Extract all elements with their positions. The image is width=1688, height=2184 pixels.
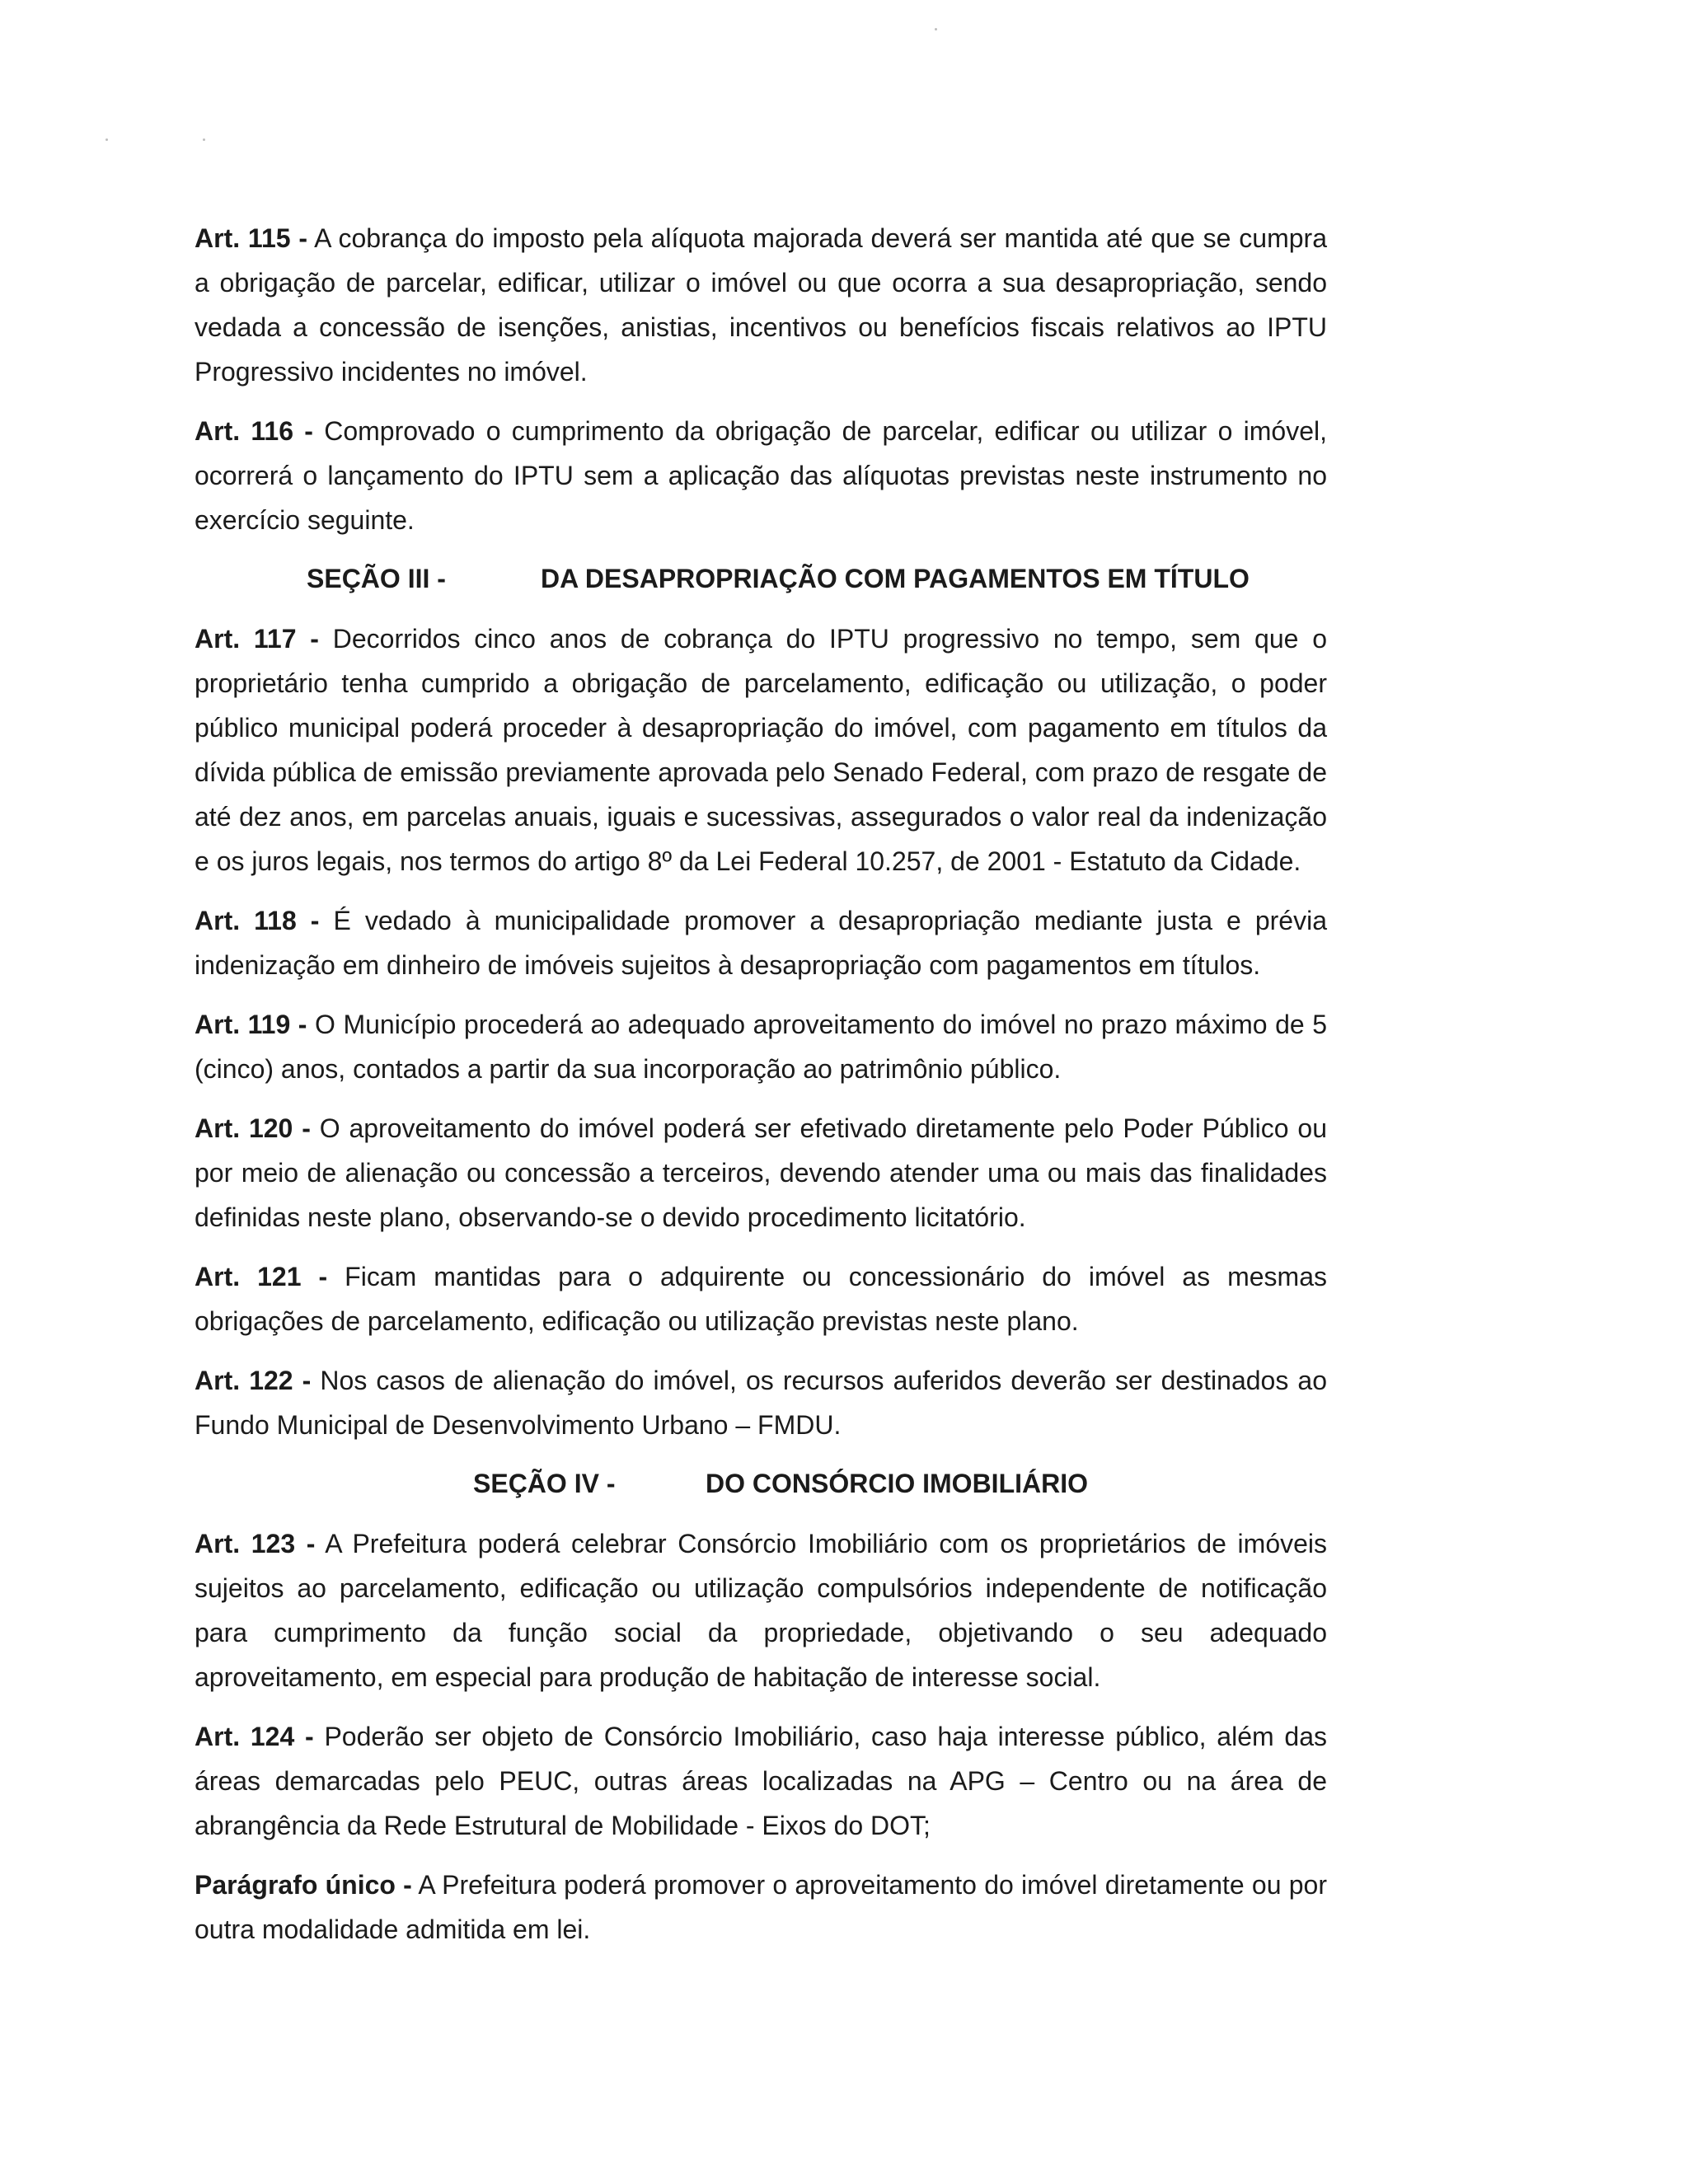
- section-heading-iv: [195, 1462, 1327, 1507]
- section-label: SEÇÃO IV -: [473, 1469, 616, 1498]
- article-number: Art. 121 -: [195, 1262, 328, 1291]
- scan-speck: [935, 28, 937, 30]
- article-122: [195, 1358, 1327, 1447]
- article-text: O aproveitamento do imóvel poderá ser efetivado diretamente pelo Poder Público ou por meio de alienação ou concessão a terceiros, devendo atender uma ou mais das finalidades definidas neste plano, observando-se o devido procedimento licitatório.: [195, 1113, 1328, 1232]
- article-number: Art. 118 -: [195, 906, 320, 935]
- article-number: Art. 116 -: [195, 416, 313, 446]
- article-123: [195, 1521, 1327, 1699]
- article-117: [195, 616, 1327, 883]
- article-text: A Prefeitura poderá celebrar Consórcio Imobiliário com os proprietários de imóveis sujeitos ao parcelamento, edificação ou utilização compulsórios independente de notificação para cumprimento da função social da propriedade, objetivando o seu adequado aproveitamento, em especial para produção de habitação de interesse social.: [195, 1529, 1328, 1692]
- document-page: [195, 216, 1327, 1966]
- article-number: Art. 119 -: [195, 1010, 307, 1039]
- article-number: Art. 122 -: [195, 1366, 312, 1395]
- article-121: [195, 1254, 1327, 1343]
- paragrafo-unico-text: A Prefeitura poderá promover o aproveitamento do imóvel diretamente ou por outra modalidade admitida em lei.: [195, 1870, 1328, 1944]
- article-115: [195, 216, 1327, 394]
- paragrafo-unico: [195, 1863, 1327, 1952]
- section-heading-iii: [195, 557, 1327, 602]
- article-119: [195, 1002, 1327, 1091]
- article-number: Art. 123 -: [195, 1529, 316, 1558]
- article-text: Ficam mantidas para o adquirente ou concessionário do imóvel as mesmas obrigações de parcelamento, edificação ou utilização previstas neste plano.: [195, 1262, 1327, 1336]
- article-118: [195, 898, 1327, 987]
- article-text: É vedado à municipalidade promover a desapropriação mediante justa e prévia indenização em dinheiro de imóveis sujeitos à desapropriação com pagamentos em títulos.: [195, 906, 1328, 980]
- scan-speck: [106, 138, 108, 141]
- scan-speck: [203, 138, 205, 141]
- article-text: Decorridos cinco anos de cobrança do IPTU progressivo no tempo, sem que o proprietário tenha cumprido a obrigação de parcelamento, edificação ou utilização, o poder público municipal poderá proceder à desapropriação do imóvel, com pagamento em títulos da dívida pública de emissão previamente aprovada pelo Senado Federal, com prazo de resgate de até dez anos, em parcelas anuais, iguais e sucessivas, assegurados o valor real da indenização e os juros legais, nos termos do artigo 8º da Lei Federal 10.257, de 2001 - Estatuto da Cidade.: [195, 624, 1328, 876]
- article-number: Art. 117 -: [195, 624, 319, 654]
- paragrafo-unico-label: Parágrafo único -: [195, 1870, 412, 1900]
- article-text: Nos casos de alienação do imóvel, os recursos auferidos deverão ser destinados ao Fundo Municipal de Desenvolvimento Urbano – FMDU.: [195, 1366, 1328, 1440]
- section-title: DA DESAPROPRIAÇÃO COM PAGAMENTOS EM TÍTULO: [541, 564, 1250, 593]
- article-text: O Município procederá ao adequado aproveitamento do imóvel no prazo máximo de 5 (cinco) anos, contados a partir da sua incorporação ao patrimônio público.: [195, 1010, 1328, 1084]
- section-label: SEÇÃO III -: [307, 564, 446, 593]
- article-124: [195, 1714, 1327, 1848]
- section-title: DO CONSÓRCIO IMOBILIÁRIO: [706, 1469, 1088, 1498]
- article-text: Poderão ser objeto de Consórcio Imobiliário, caso haja interesse público, além das áreas demarcadas pelo PEUC, outras áreas localizadas na APG – Centro ou na área de abrangência da Rede Estrutural de Mobilidade - Eixos do DOT;: [195, 1722, 1328, 1840]
- article-number: Art. 124 -: [195, 1722, 314, 1751]
- article-116: [195, 409, 1327, 542]
- article-number: Art. 115 -: [195, 223, 308, 253]
- article-120: [195, 1106, 1327, 1240]
- article-text: A cobrança do imposto pela alíquota majorada deverá ser mantida até que se cumpra a obrigação de parcelar, edificar, utilizar o imóvel ou que ocorra a sua desapropriação, sendo vedada a concessão de isenções, anistias, incentivos ou benefícios fiscais relativos ao IPTU Progressivo incidentes no imóvel.: [195, 223, 1328, 387]
- article-text: Comprovado o cumprimento da obrigação de parcelar, edificar ou utilizar o imóvel, ocorrerá o lançamento do IPTU sem a aplicação das alíquotas previstas neste instrumento no exercício seguinte.: [195, 416, 1328, 535]
- article-number: Art. 120 -: [195, 1113, 311, 1143]
